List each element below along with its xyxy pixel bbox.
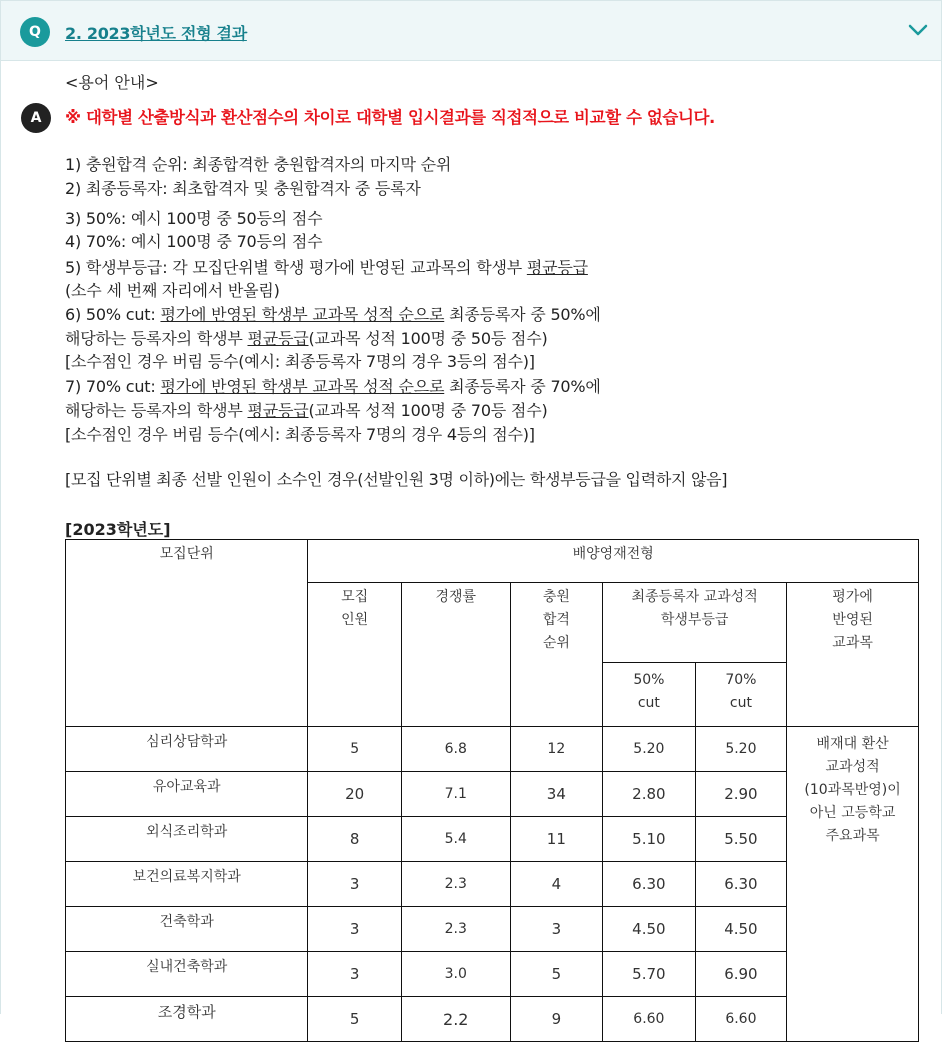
header-quota-line1: 모집	[341, 589, 369, 605]
row-rank: 34	[510, 772, 603, 817]
definition-6-tail: 최종등록자 중 50%에	[444, 305, 601, 324]
header-rank-line1: 충원	[542, 589, 570, 605]
row-cut70: 4.50	[695, 907, 787, 952]
warning-text: ※ 대학별 산출방식과 환산점수의 차이로 대학별 입시결과를 직접적으로 비교할 수 없습니다.	[65, 108, 715, 127]
subjects-note-line4: 아닌 고등학교	[809, 805, 896, 821]
admission-results-table	[65, 539, 919, 1042]
row-cut70: 6.60	[695, 997, 787, 1042]
header-subjects-line3: 교과목	[832, 635, 873, 651]
subjects-note-line5: 주요과목	[825, 828, 880, 844]
row-dept: 외식조리학과	[66, 817, 308, 862]
row-rank: 4	[510, 862, 603, 907]
year-label: [2023학년도]	[65, 520, 171, 539]
row-rank: 9	[510, 997, 603, 1042]
row-cut50: 2.80	[603, 772, 696, 817]
question-badge: Q	[20, 17, 50, 47]
definition-7-line2-tail: (교과목 성적 100명 중 70등 점수)	[308, 401, 548, 420]
row-rate: 6.8	[401, 727, 510, 772]
header-rank-line2: 합격	[542, 612, 570, 628]
header-quota	[308, 583, 402, 727]
row-cut50: 4.50	[603, 907, 696, 952]
definition-6-line2-tail: (교과목 성적 100명 중 50등 점수)	[308, 329, 548, 348]
definition-2: 2) 최종등록자: 최초합격자 및 충원합격자 중 등록자	[65, 179, 421, 198]
row-rate: 7.1	[401, 772, 510, 817]
row-cut50: 6.30	[603, 862, 696, 907]
row-rate: 2.2	[401, 997, 510, 1042]
definition-7-line2-text: 해당하는 등록자의 학생부	[65, 401, 248, 420]
row-cut70: 6.90	[695, 952, 787, 997]
row-cut70: 6.30	[695, 862, 787, 907]
header-final	[603, 583, 787, 663]
row-rate: 2.3	[401, 907, 510, 952]
chevron-down-icon[interactable]	[907, 19, 929, 41]
row-rank: 5	[510, 952, 603, 997]
definition-5	[65, 256, 588, 279]
header-rank-line3: 순위	[542, 635, 570, 651]
definition-6-line2-underline: 평균등급	[247, 329, 309, 348]
subjects-note-line2: 교과성적	[825, 759, 880, 775]
header-cut70	[695, 663, 787, 727]
guide-title: <용어 안내>	[65, 73, 159, 92]
header-subjects-line2: 반영된	[832, 612, 873, 628]
row-rate: 5.4	[401, 817, 510, 862]
header-final-line1: 최종등록자 교과성적	[631, 589, 758, 605]
definition-4: 4) 70%: 예시 100명 중 70등의 점수	[65, 232, 323, 251]
row-rank: 12	[510, 727, 603, 772]
row-quota: 8	[308, 817, 402, 862]
definition-6-underline: 평가에 반영된 학생부 교과목 성적 순으로	[160, 305, 445, 324]
row-quota: 20	[308, 772, 402, 817]
definition-6-text: 6) 50% cut:	[65, 305, 161, 324]
definition-7-tail: 최종등록자 중 70%에	[444, 377, 601, 396]
faq-question-header[interactable]	[0, 0, 942, 61]
row-rate: 3.0	[401, 952, 510, 997]
definition-6-line2	[65, 327, 548, 350]
definition-5-underline: 평균등급	[526, 258, 588, 277]
row-dept: 유아교육과	[66, 772, 308, 817]
header-track: 배양영재전형	[308, 540, 919, 583]
row-dept: 심리상담학과	[66, 727, 308, 772]
row-dept: 조경학과	[66, 997, 308, 1042]
definition-6	[65, 303, 601, 326]
definition-1: 1) 충원합격 순위: 최종합격한 충원합격자의 마지막 순위	[65, 155, 452, 174]
definition-7-line2	[65, 399, 548, 422]
definition-5-text: 5) 학생부등급: 각 모집단위별 학생 평가에 반영된 교과목의 학생부	[65, 258, 527, 277]
answer-badge: A	[21, 103, 51, 133]
question-title-link[interactable]: 2. 2023학년도 전형 결과	[65, 24, 247, 43]
row-cut50: 5.70	[603, 952, 696, 997]
header-cut70-line1: 70%	[725, 672, 757, 688]
row-cut70: 2.90	[695, 772, 787, 817]
row-dept: 보건의료복지학과	[66, 862, 308, 907]
subjects-note-line1: 배재대 환산	[816, 736, 889, 752]
row-quota: 5	[308, 997, 402, 1042]
header-final-line2: 학생부등급	[660, 612, 729, 628]
row-quota: 3	[308, 907, 402, 952]
subjects-note-line3: (10과목반영)이	[804, 782, 901, 798]
subjects-note	[787, 727, 919, 1042]
row-cut50: 6.60	[603, 997, 696, 1042]
selection-note: [모집 단위별 최종 선발 인원이 소수인 경우(선발인원 3명 이하)에는 학생부등급을 입력하지 않음]	[65, 470, 728, 489]
header-cut70-line2: cut	[729, 695, 752, 711]
header-subjects	[787, 583, 919, 727]
header-cut50-line1: 50%	[633, 672, 665, 688]
header-dept: 모집단위	[66, 540, 308, 727]
row-quota: 3	[308, 952, 402, 997]
row-quota: 5	[308, 727, 402, 772]
faq-answer-panel	[0, 61, 942, 1029]
definition-3: 3) 50%: 예시 100명 중 50등의 점수	[65, 209, 323, 228]
header-cut50-line2: cut	[637, 695, 660, 711]
definition-7-text: 7) 70% cut:	[65, 377, 161, 396]
row-cut70: 5.50	[695, 817, 787, 862]
definition-5-cont: (소수 세 번째 자리에서 반올림)	[65, 281, 280, 300]
header-cut50	[603, 663, 696, 727]
row-cut70: 5.20	[695, 727, 787, 772]
row-cut50: 5.20	[603, 727, 696, 772]
table-row	[66, 727, 919, 772]
definition-7-line3: [소수점인 경우 버림 등수(예시: 최종등록자 7명의 경우 4등의 점수)]	[65, 425, 535, 444]
header-subjects-line1: 평가에	[832, 589, 873, 605]
definition-6-line3: [소수점인 경우 버림 등수(예시: 최종등록자 7명의 경우 3등의 점수)]	[65, 352, 535, 371]
row-rank: 11	[510, 817, 603, 862]
header-rank	[510, 583, 603, 727]
header-rate: 경쟁률	[401, 583, 510, 727]
definition-7-underline: 평가에 반영된 학생부 교과목 성적 순으로	[160, 377, 445, 396]
definition-7	[65, 375, 601, 398]
row-cut50: 5.10	[603, 817, 696, 862]
row-rank: 3	[510, 907, 603, 952]
row-dept: 건축학과	[66, 907, 308, 952]
definition-7-line2-underline: 평균등급	[247, 401, 309, 420]
header-quota-line2: 인원	[341, 612, 369, 628]
row-quota: 3	[308, 862, 402, 907]
row-dept: 실내건축학과	[66, 952, 308, 997]
definition-6-line2-text: 해당하는 등록자의 학생부	[65, 329, 248, 348]
row-rate: 2.3	[401, 862, 510, 907]
